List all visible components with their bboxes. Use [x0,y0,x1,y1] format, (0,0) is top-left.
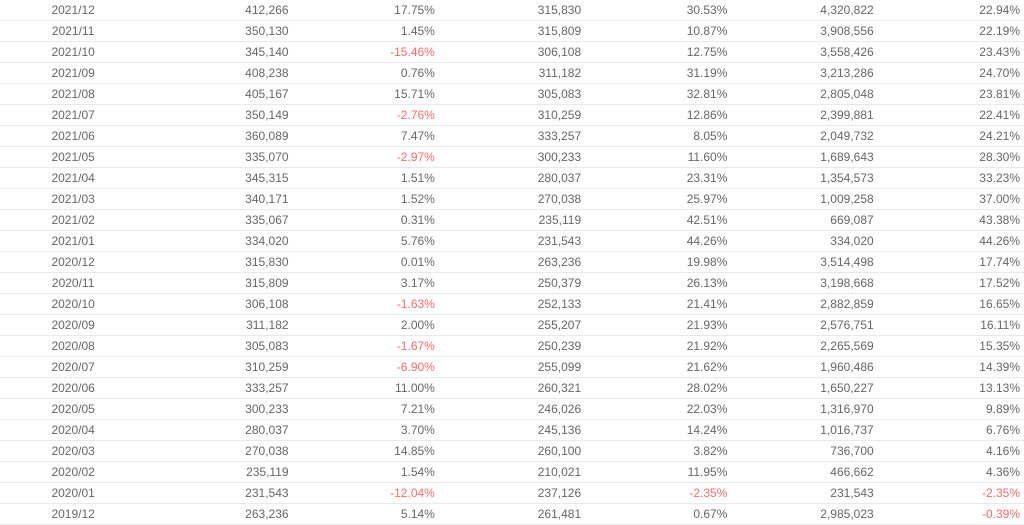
percent-cell: 32.81% [585,84,731,105]
value-cell: 360,089 [146,126,292,147]
value-cell: 245,136 [439,420,585,441]
percent-cell: 5.76% [293,231,439,252]
percent-cell: 14.85% [293,441,439,462]
value-cell: 260,321 [439,378,585,399]
value-cell: 1,960,486 [731,357,877,378]
value-cell: 261,481 [439,504,585,525]
value-cell: 231,543 [146,483,292,504]
percent-cell: -2.76% [293,105,439,126]
percent-cell: -1.63% [293,294,439,315]
percent-cell: 28.02% [585,378,731,399]
value-cell: 1,650,227 [731,378,877,399]
percent-cell: -2.35% [878,483,1024,504]
value-cell: 235,119 [439,210,585,231]
date-cell: 2021/11 [0,21,146,42]
percent-cell: 4.36% [878,462,1024,483]
percent-cell: -12.04% [293,483,439,504]
value-cell: 260,100 [439,441,585,462]
percent-cell: 28.30% [878,147,1024,168]
percent-cell: 16.11% [878,315,1024,336]
percent-cell: 17.52% [878,273,1024,294]
date-cell: 2021/10 [0,42,146,63]
percent-cell: 14.39% [878,357,1024,378]
date-cell: 2020/06 [0,378,146,399]
table-row [0,21,1024,42]
value-cell: 263,236 [439,252,585,273]
percent-cell: 1.51% [293,168,439,189]
percent-cell: 44.26% [878,231,1024,252]
table-row [0,252,1024,273]
value-cell: 1,009,258 [731,189,877,210]
table-row [0,357,1024,378]
value-cell: 408,238 [146,63,292,84]
value-cell: 270,038 [146,441,292,462]
percent-cell: 7.21% [293,399,439,420]
percent-cell: 3.82% [585,441,731,462]
percent-cell: 21.41% [585,294,731,315]
date-cell: 2021/03 [0,189,146,210]
value-cell: 250,239 [439,336,585,357]
percent-cell: -0.39% [878,504,1024,525]
percent-cell: -15.46% [293,42,439,63]
percent-cell: 12.86% [585,105,731,126]
value-cell: 3,198,668 [731,273,877,294]
table-row [0,462,1024,483]
value-cell: 1,689,643 [731,147,877,168]
percent-cell: 30.53% [585,0,731,21]
value-cell: 311,182 [146,315,292,336]
value-cell: 252,133 [439,294,585,315]
value-cell: 315,809 [439,21,585,42]
date-cell: 2020/12 [0,252,146,273]
percent-cell: 22.03% [585,399,731,420]
percent-cell: 22.19% [878,21,1024,42]
value-cell: 3,558,426 [731,42,877,63]
value-cell: 231,543 [439,231,585,252]
percent-cell: 33.23% [878,168,1024,189]
table-row [0,210,1024,231]
percent-cell: 15.35% [878,336,1024,357]
percent-cell: 3.70% [293,420,439,441]
table-row [0,378,1024,399]
table-row [0,168,1024,189]
table-row [0,273,1024,294]
percent-cell: 1.45% [293,21,439,42]
percent-cell: 37.00% [878,189,1024,210]
value-cell: 345,140 [146,42,292,63]
value-cell: 405,167 [146,84,292,105]
date-cell: 2021/05 [0,147,146,168]
percent-cell: 19.98% [585,252,731,273]
value-cell: 340,171 [146,189,292,210]
value-cell: 315,809 [146,273,292,294]
value-cell: 231,543 [731,483,877,504]
value-cell: 412,266 [146,0,292,21]
value-cell: 306,108 [146,294,292,315]
percent-cell: 1.52% [293,189,439,210]
percent-cell: 22.41% [878,105,1024,126]
percent-cell: 43.38% [878,210,1024,231]
date-cell: 2020/05 [0,399,146,420]
date-cell: 2020/08 [0,336,146,357]
percent-cell: 5.14% [293,504,439,525]
percent-cell: 25.97% [585,189,731,210]
value-cell: 263,236 [146,504,292,525]
value-cell: 466,662 [731,462,877,483]
value-cell: 280,037 [439,168,585,189]
value-cell: 306,108 [439,42,585,63]
value-cell: 2,576,751 [731,315,877,336]
percent-cell: 8.05% [585,126,731,147]
table-row [0,84,1024,105]
date-cell: 2021/01 [0,231,146,252]
percent-cell: 0.67% [585,504,731,525]
percent-cell: 11.60% [585,147,731,168]
date-cell: 2020/10 [0,294,146,315]
table-row [0,126,1024,147]
value-cell: 350,149 [146,105,292,126]
value-cell: 237,126 [439,483,585,504]
date-cell: 2021/07 [0,105,146,126]
date-cell: 2020/01 [0,483,146,504]
value-cell: 1,316,970 [731,399,877,420]
percent-cell: 23.81% [878,84,1024,105]
percent-cell: 11.95% [585,462,731,483]
value-cell: 311,182 [439,63,585,84]
value-cell: 280,037 [146,420,292,441]
table-row [0,315,1024,336]
percent-cell: 1.54% [293,462,439,483]
percent-cell: -1.67% [293,336,439,357]
percent-cell: 21.93% [585,315,731,336]
percent-cell: 31.19% [585,63,731,84]
percent-cell: 0.01% [293,252,439,273]
value-cell: 669,087 [731,210,877,231]
percent-cell: 0.76% [293,63,439,84]
value-cell: 2,399,881 [731,105,877,126]
percent-cell: 7.47% [293,126,439,147]
percent-cell: 12.75% [585,42,731,63]
table-row [0,294,1024,315]
date-cell: 2021/04 [0,168,146,189]
value-cell: 255,099 [439,357,585,378]
date-cell: 2021/12 [0,0,146,21]
value-cell: 2,882,859 [731,294,877,315]
date-cell: 2021/09 [0,63,146,84]
table-row [0,147,1024,168]
percent-cell: -6.90% [293,357,439,378]
table-row [0,336,1024,357]
percent-cell: 17.75% [293,0,439,21]
value-cell: 1,016,737 [731,420,877,441]
value-cell: 350,130 [146,21,292,42]
percent-cell: 14.24% [585,420,731,441]
value-cell: 3,908,556 [731,21,877,42]
table-row [0,441,1024,462]
date-cell: 2020/02 [0,462,146,483]
date-cell: 2020/09 [0,315,146,336]
table-row [0,42,1024,63]
date-cell: 2020/04 [0,420,146,441]
percent-cell: 11.00% [293,378,439,399]
percent-cell: 23.31% [585,168,731,189]
value-cell: 335,067 [146,210,292,231]
value-cell: 305,083 [146,336,292,357]
value-cell: 334,020 [146,231,292,252]
percent-cell: 16.65% [878,294,1024,315]
date-cell: 2020/03 [0,441,146,462]
table-row [0,0,1024,21]
percent-cell: 42.51% [585,210,731,231]
percent-cell: 24.70% [878,63,1024,84]
percent-cell: -2.35% [585,483,731,504]
value-cell: 270,038 [439,189,585,210]
percent-cell: 21.92% [585,336,731,357]
table-row [0,105,1024,126]
percent-cell: -2.97% [293,147,439,168]
percent-cell: 10.87% [585,21,731,42]
table-row [0,189,1024,210]
table-row [0,399,1024,420]
value-cell: 235,119 [146,462,292,483]
value-cell: 210,021 [439,462,585,483]
value-cell: 335,070 [146,147,292,168]
date-cell: 2021/06 [0,126,146,147]
value-cell: 310,259 [146,357,292,378]
value-cell: 246,026 [439,399,585,420]
table-row [0,63,1024,84]
value-cell: 2,985,023 [731,504,877,525]
value-cell: 736,700 [731,441,877,462]
value-cell: 2,805,048 [731,84,877,105]
percent-cell: 44.26% [585,231,731,252]
value-cell: 2,049,732 [731,126,877,147]
value-cell: 3,514,498 [731,252,877,273]
table-row [0,420,1024,441]
value-cell: 333,257 [146,378,292,399]
value-cell: 305,083 [439,84,585,105]
percent-cell: 23.43% [878,42,1024,63]
percent-cell: 22.94% [878,0,1024,21]
value-cell: 250,379 [439,273,585,294]
percent-cell: 2.00% [293,315,439,336]
value-cell: 310,259 [439,105,585,126]
percent-cell: 13.13% [878,378,1024,399]
value-cell: 1,354,573 [731,168,877,189]
value-cell: 300,233 [439,147,585,168]
date-cell: 2020/07 [0,357,146,378]
table-row [0,504,1024,525]
percent-cell: 17.74% [878,252,1024,273]
percent-cell: 3.17% [293,273,439,294]
value-cell: 315,830 [146,252,292,273]
value-cell: 3,213,286 [731,63,877,84]
value-cell: 333,257 [439,126,585,147]
date-cell: 2020/11 [0,273,146,294]
percent-cell: 6.76% [878,420,1024,441]
date-cell: 2021/08 [0,84,146,105]
value-cell: 315,830 [439,0,585,21]
value-cell: 334,020 [731,231,877,252]
percent-cell: 4.16% [878,441,1024,462]
value-cell: 300,233 [146,399,292,420]
value-cell: 255,207 [439,315,585,336]
percent-cell: 9.89% [878,399,1024,420]
percent-cell: 21.62% [585,357,731,378]
date-cell: 2021/02 [0,210,146,231]
date-cell: 2019/12 [0,504,146,525]
percent-cell: 15.71% [293,84,439,105]
percent-cell: 24.21% [878,126,1024,147]
value-cell: 345,315 [146,168,292,189]
table-row [0,231,1024,252]
value-cell: 4,320,822 [731,0,877,21]
percent-cell: 0.31% [293,210,439,231]
table-row [0,483,1024,504]
percent-cell: 26.13% [585,273,731,294]
value-cell: 2,265,569 [731,336,877,357]
